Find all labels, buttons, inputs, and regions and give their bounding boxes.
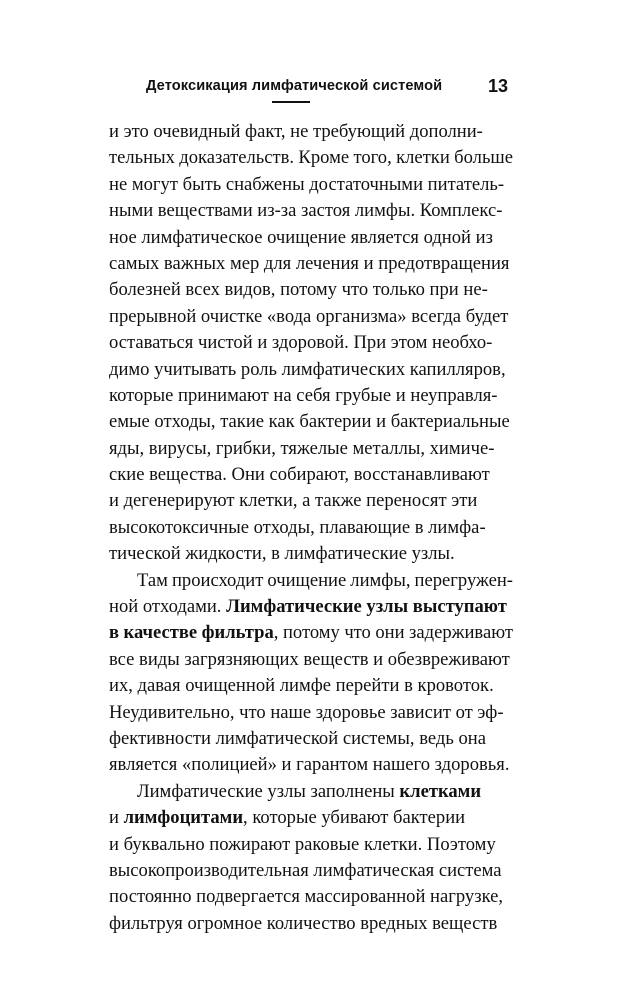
text-line — [109, 805, 513, 831]
text-line: ными веществами из-за застоя лимфы. Комплекс- — [109, 200, 503, 222]
text-line: является «полицией» и гарантом нашего здоровья. — [109, 754, 510, 776]
text-line: Неудивительно, что наше здоровье зависит от эф- — [109, 701, 504, 723]
text-line — [109, 594, 513, 620]
bold-text: клетками — [399, 780, 482, 802]
text-line: и дегенерируют клетки, а также переносят эти — [109, 490, 478, 512]
text-line: которые принимают на себя грубые и неуправля- — [109, 384, 498, 406]
text-line: тельных доказательств. Кроме того, клетки больше — [109, 147, 513, 169]
bold-text: лимфоцитами — [123, 807, 244, 829]
text-line: постоянно подвергается массированной нагрузке, — [109, 886, 504, 908]
bold-text: в качестве фильтра — [109, 622, 274, 644]
text-line: яды, вирусы, грибки, тяжелые металлы, химиче- — [109, 437, 495, 459]
running-header — [0, 74, 618, 104]
text-line — [109, 779, 513, 805]
text-line: фективности лимфатической системы, ведь она — [109, 727, 486, 749]
text-line: ские вещества. Они собирают, восстанавливают — [109, 464, 490, 486]
text-line: Там происходит очищение лимфы, перегружен- — [137, 569, 513, 591]
plain-text: , потому что они задерживают — [273, 622, 513, 644]
running-title: Детоксикация лимфатической системой — [146, 78, 443, 94]
text-line: высокопроизводительная лимфатическая система — [109, 859, 502, 881]
text-line: самых важных мер для лечения и предотвращения — [109, 252, 510, 274]
page-number: 13 — [488, 76, 509, 96]
plain-text: Лимфатические узлы заполнены — [137, 780, 400, 802]
plain-text: и — [109, 807, 124, 829]
body-text — [109, 119, 513, 937]
text-line: димо учитывать роль лимфатических капилляров, — [109, 358, 506, 380]
text-line: болезней всех видов, потому что только при не- — [109, 279, 488, 301]
text-line: фильтруя огромное количество вредных веществ — [109, 912, 498, 934]
text-line — [109, 620, 513, 646]
text-line: тической жидкости, в лимфатические узлы. — [109, 543, 455, 565]
title-underline-rule — [272, 101, 310, 103]
text-line: и это очевидный факт, не требующий дополни- — [109, 121, 483, 142]
bold-text: Лимфатические узлы выступают — [226, 596, 507, 618]
text-line: ное лимфатическое очищение является одной из — [109, 226, 493, 248]
plain-text: ной отходами. — [109, 596, 227, 618]
text-line: их, давая очищенной лимфе перейти в кровоток. — [109, 675, 494, 697]
text-line: оставаться чистой и здоровой. При этом необхо- — [109, 332, 493, 354]
text-line: все виды загрязняющих веществ и обезвреживают — [109, 648, 510, 670]
text-line: и буквально пожирают раковые клетки. Поэтому — [109, 833, 496, 855]
text-line: емые отходы, такие как бактерии и бактериальные — [109, 411, 510, 433]
text-line: не могут быть снабжены достаточными питатель- — [109, 173, 505, 195]
text-line: прерывной очистке «вода организма» всегда будет — [109, 305, 509, 327]
text-line: высокотоксичные отходы, плавающие в лимфа- — [109, 516, 486, 538]
plain-text: , которые убивают бактерии — [243, 807, 466, 829]
